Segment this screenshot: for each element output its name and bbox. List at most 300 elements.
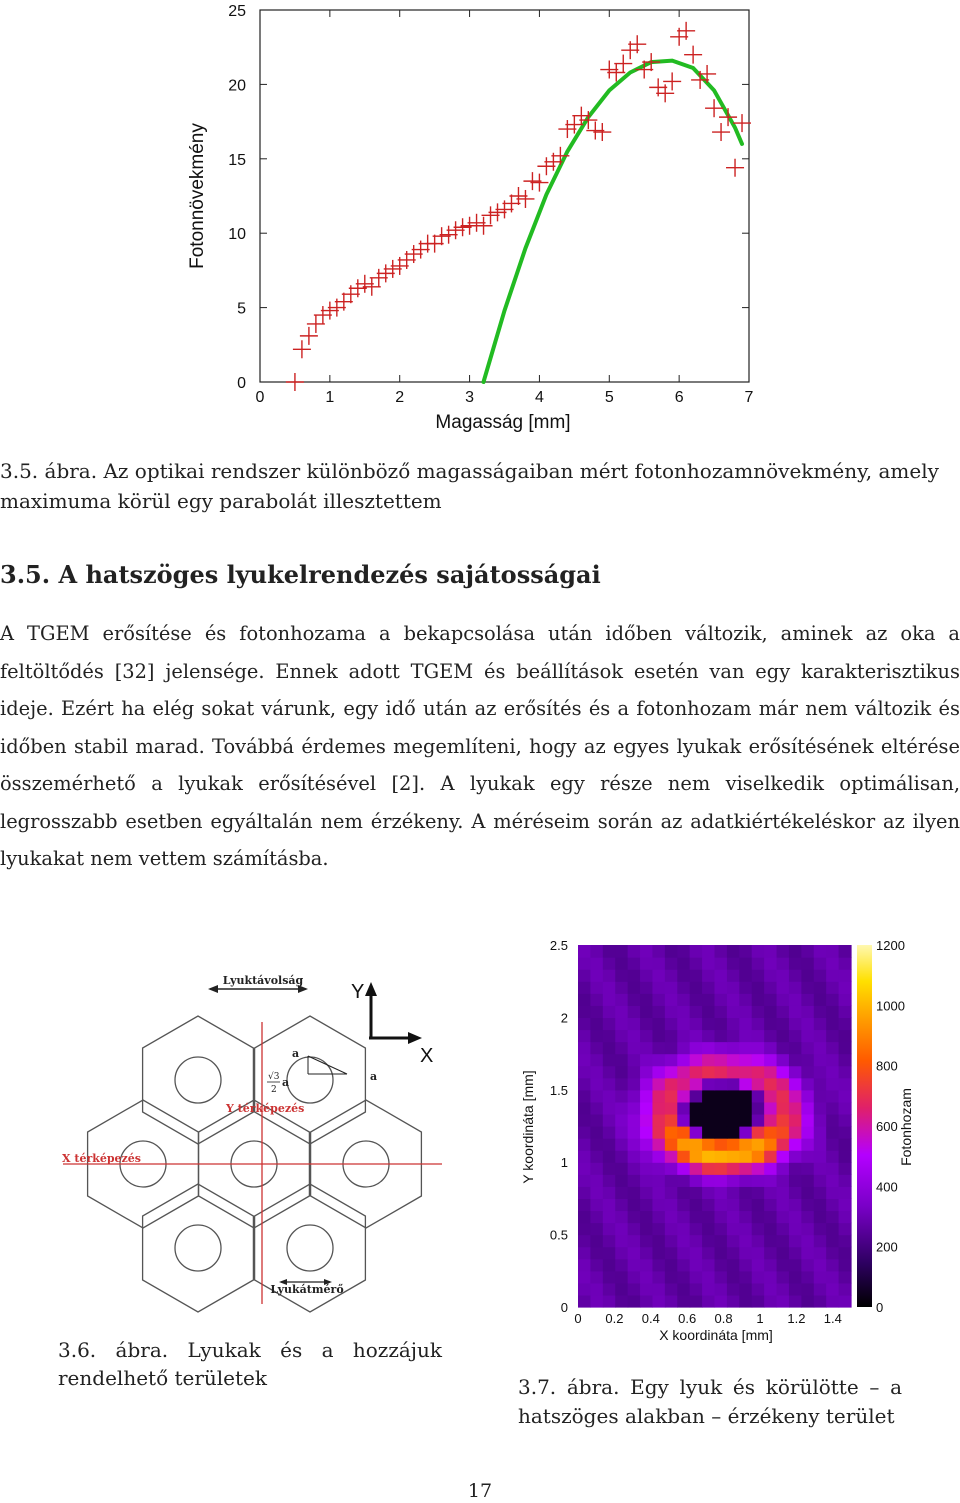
heatmap-cell — [640, 993, 653, 1006]
heatmap-cell — [777, 969, 790, 982]
heatmap-cell — [814, 1247, 827, 1260]
x-tick-label: 1 — [325, 389, 335, 406]
heatmap-cell — [590, 1210, 603, 1223]
heatmap-cell — [739, 1210, 752, 1223]
heatmap-cell — [652, 945, 665, 958]
heatmap-cell — [640, 1186, 653, 1199]
hole-circle — [175, 1057, 221, 1103]
heatmap-cell — [764, 1138, 777, 1151]
heatmap-cell — [814, 1126, 827, 1139]
heatmap-cell — [652, 1017, 665, 1030]
heatmap-cell — [826, 1150, 839, 1163]
heatmap-cell — [690, 1162, 703, 1175]
heatmap-cell — [690, 1017, 703, 1030]
heatmap-cell — [801, 1126, 814, 1139]
heatmap-cell — [615, 1174, 628, 1187]
heatmap-cell — [590, 1174, 603, 1187]
colorbar-tick-label: 800 — [876, 1058, 898, 1074]
heatmap-cell — [677, 1042, 690, 1055]
heatmap-cell — [628, 945, 641, 958]
heatmap-cell — [739, 1186, 752, 1199]
heatmap-cell — [603, 1223, 616, 1236]
heatmap-cell — [839, 1042, 852, 1055]
heatmap-cell — [665, 1235, 678, 1248]
heatmap-cell — [752, 1186, 765, 1199]
heatmap-cell — [702, 1102, 715, 1115]
heatmap-cell — [727, 1223, 740, 1236]
heatmap-cell — [640, 1283, 653, 1296]
heatmap-cell — [590, 1114, 603, 1127]
heatmap-cell — [652, 1042, 665, 1055]
heatmap-cell — [752, 1114, 765, 1127]
heatmap-cell — [640, 1066, 653, 1079]
heatmap-cell — [715, 993, 728, 1006]
heatmap-cell — [702, 1126, 715, 1139]
heatmap-cell — [628, 957, 641, 970]
heatmap-cell — [702, 1005, 715, 1018]
heatmap-cell — [727, 1126, 740, 1139]
heatmap-cell — [603, 1247, 616, 1260]
heatmap-cell — [764, 1223, 777, 1236]
heatmap-cell — [578, 981, 591, 994]
heatmap-cell — [603, 1186, 616, 1199]
heatmap-cell — [839, 1295, 852, 1308]
section-paragraph: A TGEM erősítése és fotonhozama a bekapcsolása után időben változik, aminek az oka a feltöltődés [32] jelensége. Ennek adott TGEM és beállítások esetén van egy karakterisztikus ideje. Ezért ha elég sokat várunk, egy idő után az erősítés és a fotonhozam már nem változik és időben stabil marad. Továbbá érdemes megemlíteni, hogy az egyes lyukak erősítésének eltérése összemérhető a lyukak erősítésével [2]. A lyukak egy része nem viselkedik optimálisan, legrosszabb esetben egyáltalán nem érzékeny. A méréseim során az adatkiértékeléskor az ilyen lyukakat nem vettem számításba. — [0, 622, 960, 870]
heatmap-cell — [789, 957, 802, 970]
heatmap-cell — [628, 1005, 641, 1018]
heatmap-cell — [702, 1198, 715, 1211]
heatmap-cell — [826, 1078, 839, 1091]
heatmap-cell — [789, 1198, 802, 1211]
heatmap-cell — [677, 1295, 690, 1308]
heatmap-cell — [603, 1210, 616, 1223]
x-tick-label: 7 — [744, 389, 754, 406]
heatmap-cell — [665, 1005, 678, 1018]
heatmap-cell — [814, 1138, 827, 1151]
heatmap-cell — [677, 1150, 690, 1163]
heatmap-cell — [578, 1259, 591, 1272]
heatmap-cell — [777, 1186, 790, 1199]
heatmap-cell — [640, 1126, 653, 1139]
heatmap-cell — [640, 1114, 653, 1127]
heatmap-cell — [727, 1235, 740, 1248]
heatmap-cell — [752, 1283, 765, 1296]
heatmap-cell — [764, 957, 777, 970]
heatmap-cell — [839, 993, 852, 1006]
heatmap-cell — [615, 1150, 628, 1163]
x-axis-letter: X — [420, 1045, 434, 1067]
heatmap-cell — [603, 1029, 616, 1042]
colorbar-tick-label: 0 — [876, 1300, 884, 1315]
heatmap-cell — [628, 1029, 641, 1042]
figure-3-7-heatmap — [505, 925, 925, 1355]
heatmap-cell — [727, 1090, 740, 1103]
heatmap-cell — [590, 1042, 603, 1055]
heatmap-cell — [826, 1042, 839, 1055]
heatmap-cell — [628, 1090, 641, 1103]
heatmap-cell — [702, 1042, 715, 1055]
heatmap-cell — [677, 981, 690, 994]
heatmap-cell — [715, 1271, 728, 1284]
heatmap-cell — [652, 1259, 665, 1272]
heatmap-cell — [789, 1223, 802, 1236]
heatmap-cell — [826, 1029, 839, 1042]
heatmap-x-tick-label: 0.2 — [605, 1311, 624, 1326]
heatmap-cell — [652, 1186, 665, 1199]
heatmap-cell — [665, 945, 678, 958]
heatmap-cell — [652, 969, 665, 982]
heatmap-cell — [690, 1247, 703, 1260]
heatmap-cell — [826, 1186, 839, 1199]
heatmap-cell — [826, 1210, 839, 1223]
heatmap-cell — [677, 993, 690, 1006]
heatmap-cell — [789, 1126, 802, 1139]
a-mid-label: a — [282, 1076, 290, 1089]
heatmap-cell — [814, 993, 827, 1006]
heatmap-cell — [628, 969, 641, 982]
heatmap-cell — [677, 1102, 690, 1115]
heatmap-cell — [739, 1295, 752, 1308]
heatmap-cell — [628, 1017, 641, 1030]
heatmap-cell — [752, 1054, 765, 1067]
heatmap-cell — [801, 1174, 814, 1187]
heatmap-cell — [665, 1017, 678, 1030]
heatmap-cell — [727, 1114, 740, 1127]
heatmap-cell — [727, 981, 740, 994]
y-tick-label: 20 — [228, 77, 246, 95]
heatmap-cell — [715, 1210, 728, 1223]
heatmap-cell — [603, 1042, 616, 1055]
heatmap-cell — [777, 1114, 790, 1127]
heatmap-cell — [578, 1029, 591, 1042]
heatmap-cell — [752, 1162, 765, 1175]
heatmap-cell — [652, 1114, 665, 1127]
heatmap-cell — [801, 981, 814, 994]
heatmap-cell — [578, 1090, 591, 1103]
heatmap-cell — [739, 1235, 752, 1248]
heatmap-cell — [590, 1162, 603, 1175]
heatmap-cell — [814, 1283, 827, 1296]
heatmap-cell — [677, 945, 690, 958]
a-side-label: a — [370, 1070, 378, 1083]
heatmap-cell — [578, 1247, 591, 1260]
heatmap-cell — [628, 1126, 641, 1139]
heatmap-cell — [690, 1235, 703, 1248]
heatmap-cell — [640, 957, 653, 970]
heatmap-cell — [652, 1223, 665, 1236]
heatmap-cell — [789, 1247, 802, 1260]
colorbar-tick-label: 1000 — [876, 998, 905, 1014]
heatmap-cell — [801, 1186, 814, 1199]
heatmap-cell — [677, 1235, 690, 1248]
heatmap-cell — [801, 1078, 814, 1091]
heatmap-y-tick-label: 1.5 — [549, 1082, 568, 1098]
heatmap-cell — [752, 993, 765, 1006]
heatmap-cell — [590, 1247, 603, 1260]
heatmap-cell — [826, 957, 839, 970]
heatmap-cell — [826, 1005, 839, 1018]
heatmap-cell — [615, 1210, 628, 1223]
heatmap-cell — [839, 1223, 852, 1236]
heatmap-cell — [590, 1066, 603, 1079]
y-tick-label: 15 — [228, 151, 246, 169]
heatmap-cell — [739, 945, 752, 958]
heatmap-cell — [715, 1042, 728, 1055]
heatmap-cell — [752, 945, 765, 958]
heatmap-cell — [665, 1283, 678, 1296]
y-tick-label: 5 — [237, 300, 246, 318]
y-arrowhead — [365, 982, 377, 996]
heatmap-cell — [814, 1186, 827, 1199]
heatmap-cell — [603, 1114, 616, 1127]
heatmap-cell — [826, 1138, 839, 1151]
heatmap-cell — [801, 1150, 814, 1163]
heatmap-cell — [652, 993, 665, 1006]
heatmap-cell — [690, 1005, 703, 1018]
heatmap-cell — [764, 1066, 777, 1079]
heatmap-cell — [677, 1090, 690, 1103]
heatmap-x-tick-label: 1.4 — [823, 1311, 842, 1326]
heatmap-cell — [715, 1198, 728, 1211]
heatmap-cell — [640, 1029, 653, 1042]
heatmap-cell — [628, 1066, 641, 1079]
heatmap-cell — [752, 1247, 765, 1260]
heatmap-cell — [814, 1150, 827, 1163]
heatmap-cell — [615, 981, 628, 994]
heatmap-cell — [578, 1102, 591, 1115]
colorbar-tick-label: 400 — [876, 1179, 898, 1195]
heatmap-cell — [615, 969, 628, 982]
heatmap-cell — [789, 1078, 802, 1091]
heatmap-cell — [752, 1174, 765, 1187]
heatmap-cell — [801, 1054, 814, 1067]
data-point — [684, 46, 702, 64]
heatmap-cell — [739, 1005, 752, 1018]
heatmap-cell — [789, 1138, 802, 1151]
colorbar-tick-label: 600 — [876, 1119, 898, 1134]
heatmap-cell — [590, 1102, 603, 1115]
heatmap-cell — [739, 1223, 752, 1236]
heatmap-cell — [789, 1042, 802, 1055]
heatmap-cell — [615, 1247, 628, 1260]
heatmap-cell — [702, 1271, 715, 1284]
heatmap-cell — [640, 1198, 653, 1211]
heatmap-cell — [603, 993, 616, 1006]
heatmap-cell — [578, 1138, 591, 1151]
heatmap-cell — [665, 1174, 678, 1187]
heatmap-cell — [715, 1223, 728, 1236]
heatmap-cell — [640, 1162, 653, 1175]
heatmap-cell — [777, 1295, 790, 1308]
heatmap-cell — [578, 1174, 591, 1187]
heatmap-cell — [777, 1126, 790, 1139]
heatmap-cell — [814, 1235, 827, 1248]
heatmap-cell — [801, 1042, 814, 1055]
heatmap-cell — [839, 1017, 852, 1030]
heatmap-cell — [578, 1066, 591, 1079]
heatmap-cell — [578, 1162, 591, 1175]
heatmap-cell — [578, 1126, 591, 1139]
heatmap-cell — [603, 1283, 616, 1296]
heatmap-cell — [764, 1283, 777, 1296]
figure-3-5-chart — [170, 0, 770, 440]
heatmap-cell — [715, 969, 728, 982]
heatmap-cell — [628, 981, 641, 994]
heatmap-cell — [702, 1223, 715, 1236]
heatmap-cell — [590, 1126, 603, 1139]
heatmap-cell — [777, 1247, 790, 1260]
heatmap-cell — [801, 1017, 814, 1030]
heatmap-cell — [590, 969, 603, 982]
hole-diameter-label: Lyukátmérő — [270, 1283, 344, 1296]
heatmap-cell — [752, 1042, 765, 1055]
heatmap-cell — [777, 1066, 790, 1079]
heatmap-x-tick-label: 0.8 — [714, 1311, 733, 1326]
heatmap-cell — [777, 1235, 790, 1248]
heatmap-cell — [603, 1078, 616, 1091]
heatmap-cell — [739, 1078, 752, 1091]
heatmap-cell — [777, 1005, 790, 1018]
heatmap-cell — [739, 969, 752, 982]
heatmap-cell — [603, 1066, 616, 1079]
heatmap-cell — [764, 1186, 777, 1199]
heatmap-cell — [590, 1283, 603, 1296]
heatmap-cell — [690, 1138, 703, 1151]
heatmap-cell — [764, 1198, 777, 1211]
heatmap-cell — [590, 945, 603, 958]
heatmap-cell — [665, 1102, 678, 1115]
heatmap-cell — [578, 1150, 591, 1163]
heatmap-cell — [590, 1078, 603, 1091]
heatmap-cell — [752, 1198, 765, 1211]
heatmap-cell — [777, 993, 790, 1006]
heatmap-cell — [739, 1054, 752, 1067]
heatmap-cell — [665, 1186, 678, 1199]
heatmap-cell — [702, 945, 715, 958]
heatmap-cell — [677, 1198, 690, 1211]
heatmap-cell — [690, 1114, 703, 1127]
heatmap-cell — [677, 1114, 690, 1127]
heatmap-cell — [801, 1162, 814, 1175]
page-number: 17 — [467, 1480, 493, 1502]
heatmap-cell — [677, 1186, 690, 1199]
heatmap-cell — [789, 1017, 802, 1030]
heatmap-cell — [727, 1150, 740, 1163]
heatmap-cell — [814, 1259, 827, 1272]
heatmap-cell — [590, 1295, 603, 1308]
heatmap-cell — [615, 1186, 628, 1199]
heatmap-cell — [715, 1235, 728, 1248]
heatmap-cell — [715, 945, 728, 958]
x-tick-label: 2 — [395, 389, 405, 406]
heatmap-cell — [814, 1005, 827, 1018]
heatmap-cell — [739, 1090, 752, 1103]
heatmap-cell — [839, 1005, 852, 1018]
heatmap-cell — [801, 1114, 814, 1127]
heatmap-cell — [839, 1271, 852, 1284]
heatmap-cell — [702, 981, 715, 994]
heatmap-cell — [814, 1102, 827, 1115]
heatmap-cell — [702, 1174, 715, 1187]
heatmap-cell — [690, 1198, 703, 1211]
heatmap-cell — [789, 1271, 802, 1284]
heatmap-cell — [690, 1271, 703, 1284]
heatmap-cell — [826, 1174, 839, 1187]
heatmap-cell — [677, 1066, 690, 1079]
heatmap-cell — [702, 1247, 715, 1260]
heatmap-cell — [727, 1210, 740, 1223]
heatmap-cell — [603, 1259, 616, 1272]
heatmap-cell — [752, 1017, 765, 1030]
heatmap-cell — [801, 1210, 814, 1223]
heatmap-cell — [826, 969, 839, 982]
heatmap-cell — [752, 1005, 765, 1018]
heatmap-cell — [615, 1066, 628, 1079]
heatmap-cell — [801, 1283, 814, 1296]
heatmap-cell — [702, 1054, 715, 1067]
heatmap-cell — [652, 1150, 665, 1163]
heatmap-cell — [739, 1162, 752, 1175]
heatmap-cell — [590, 1150, 603, 1163]
heatmap-cell — [702, 969, 715, 982]
heatmap-cell — [603, 1198, 616, 1211]
heatmap-cell — [777, 1174, 790, 1187]
heatmap-cell — [590, 1090, 603, 1103]
heatmap-cell — [752, 1078, 765, 1091]
heatmap-cell — [652, 1029, 665, 1042]
heatmap-cell — [677, 1174, 690, 1187]
heatmap-cell — [615, 1078, 628, 1091]
heatmap-cell — [789, 1210, 802, 1223]
heatmap-cell — [677, 1259, 690, 1272]
heatmap-cell — [640, 1005, 653, 1018]
heatmap-cell — [578, 1271, 591, 1284]
heatmap-cell — [801, 1090, 814, 1103]
heatmap-cell — [727, 969, 740, 982]
heatmap-cell — [677, 1138, 690, 1151]
heatmap-cell — [652, 1174, 665, 1187]
heatmap-cell — [814, 1162, 827, 1175]
heatmap-cell — [690, 993, 703, 1006]
heatmap-cell — [603, 1174, 616, 1187]
heatmap-cell — [727, 1029, 740, 1042]
heatmap-cell — [628, 1138, 641, 1151]
heatmap-cell — [628, 1283, 641, 1296]
heatmap-cell — [764, 1174, 777, 1187]
heatmap-cell — [628, 1054, 641, 1067]
data-point — [286, 373, 304, 391]
heatmap-cell — [665, 1162, 678, 1175]
heatmap-cell — [578, 1186, 591, 1199]
y-tick-label: 0 — [237, 375, 246, 392]
heatmap-cell — [764, 1150, 777, 1163]
heatmap-cell — [752, 969, 765, 982]
heatmap-cell — [777, 981, 790, 994]
heatmap-cell — [665, 1054, 678, 1067]
heatmap-cell — [690, 1283, 703, 1296]
heatmap-cell — [702, 1114, 715, 1127]
heatmap-cell — [789, 1259, 802, 1272]
heatmap-y-tick-label: 0 — [560, 1300, 568, 1315]
heatmap-cell — [839, 1054, 852, 1067]
heatmap-cell — [752, 1223, 765, 1236]
heatmap-cell — [702, 1235, 715, 1248]
heatmap-x-label: X koordináta [mm] — [659, 1327, 773, 1343]
heatmap-cell — [702, 1259, 715, 1272]
heatmap-cell — [690, 1042, 703, 1055]
heatmap-cell — [739, 1198, 752, 1211]
heatmap-cell — [752, 1150, 765, 1163]
